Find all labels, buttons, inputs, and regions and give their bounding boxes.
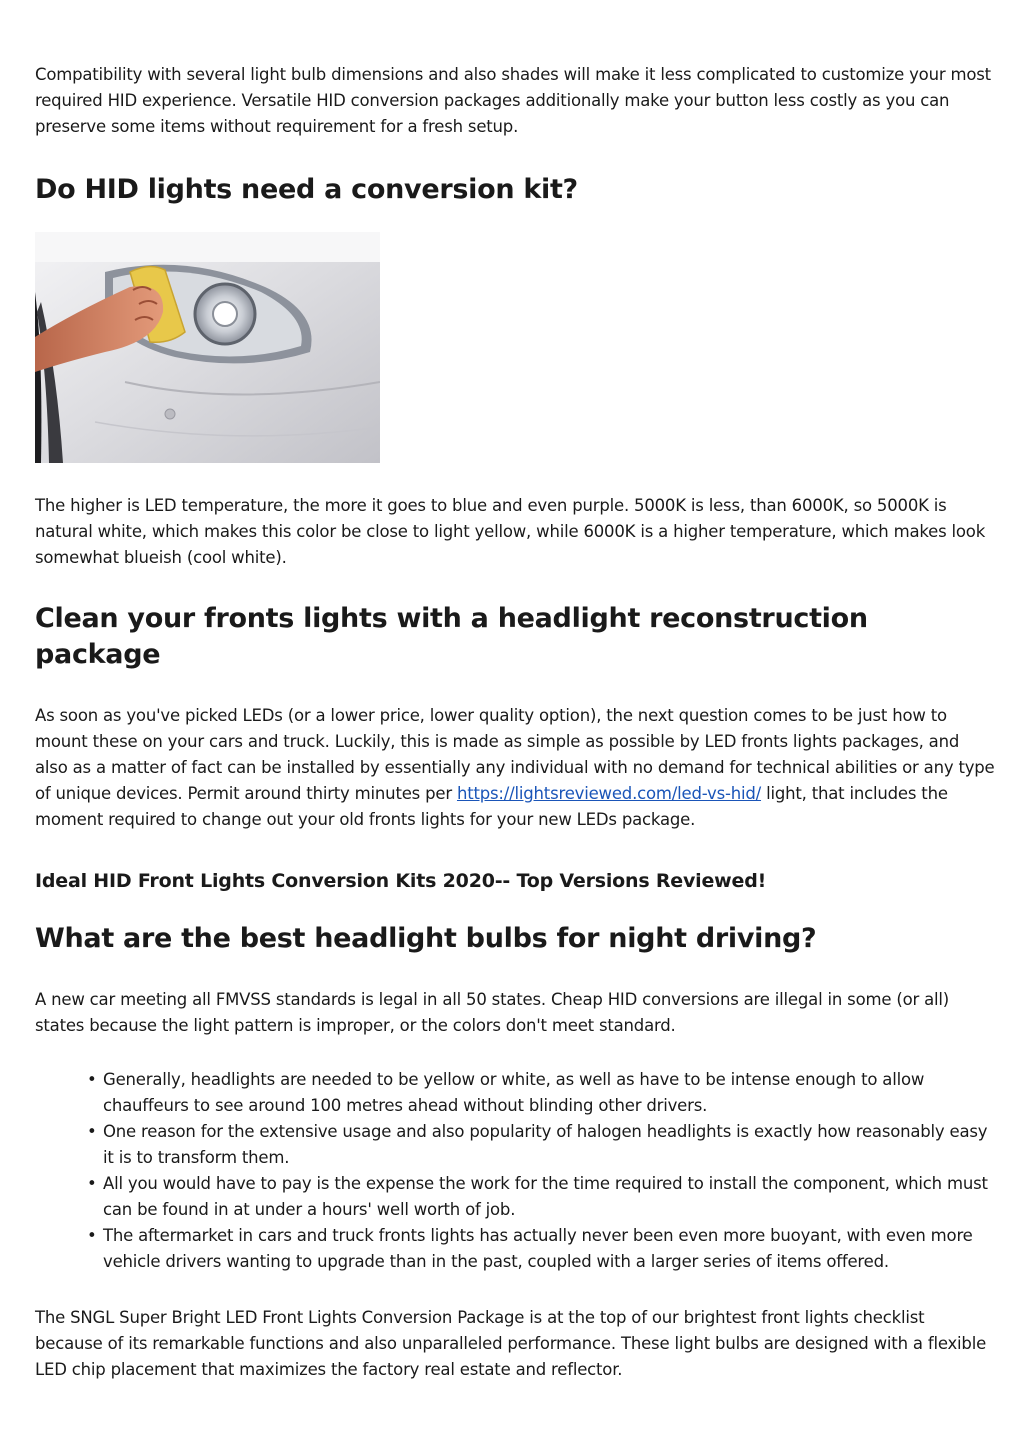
paragraph-led-temperature: The higher is LED temperature, the more it goes to blue and even purple. 5000K is less, than 6000K, so 5000K is natural white, which makes this color be close to light yellow, while 6000K is a higher temperature, which makes look somewhat blueish (cool white).	[35, 496, 986, 567]
list-item: • All you would have to pay is the expense the work for the time required to install the component, which must can be found in at under a hours' well worth of job.	[35, 1171, 995, 1223]
document-page	[35, 62, 995, 1383]
paragraph-installation	[35, 703, 995, 833]
list-item: • Generally, headlights are needed to be yellow or white, as well as have to be intense enough to allow chauffeurs to see around 100 metres ahead without blinding other drivers.	[35, 1067, 995, 1119]
intro-paragraph: Compatibility with several light bulb dimensions and also shades will make it less complicated to customize your most required HID experience. Versatile HID conversion packages additionally make your button less costly as you can preserve some items without requirement for a fresh setup.	[35, 65, 991, 136]
lightsreviewed-link[interactable]: https://lightsreviewed.com/led-vs-hid/	[456, 784, 762, 803]
car-headlight-image	[35, 232, 380, 463]
paragraph-sngl-package: The SNGL Super Bright LED Front Lights Conversion Package is at the top of our brightest front lights checklist because of its remarkable functions and also unparalleled performance. These light bulbs are designed with a flexible LED chip placement that maximizes the factory real estate and reflector.	[35, 1308, 987, 1379]
bullet-list	[35, 1067, 995, 1275]
list-item: • One reason for the extensive usage and also popularity of halogen headlights is exactly how reasonably easy it is to transform them.	[35, 1119, 995, 1171]
paragraph-installation-text-end: light, that includes the moment required to change out your old fronts lights for your new LEDs package.	[35, 784, 948, 829]
list-item: • The aftermarket in cars and truck fronts lights has actually never been even more buoyant, with even more vehicle drivers wanting to upgrade than in the past, coupled with a larger series of items offered.	[35, 1223, 995, 1275]
heading-best-headlight-bulbs: What are the best headlight bulbs for night driving?	[35, 923, 817, 954]
subheading-ideal-hid-kits: Ideal HID Front Lights Conversion Kits 2020-- Top Versions Reviewed!	[35, 870, 767, 892]
paragraph-fmvss-standards: A new car meeting all FMVSS standards is legal in all 50 states. Cheap HID conversions are illegal in some (or all) states because the light pattern is improper, or the colors don't meet standard.	[35, 990, 950, 1035]
headlight-cleaning-photo	[35, 232, 995, 463]
paragraph-installation-text-start: As soon as you've picked LEDs (or a lower price, lower quality option), the next question comes to be just how to mount these on your cars and truck. Luckily, this is made as simple as possible by LED fronts lights packages, and also as a matter of fact can be installed by essentially any individual with no demand for technical abilities or any type of unique devices. Permit around thirty minutes per	[35, 706, 995, 803]
heading-do-hid-lights: Do HID lights need a conversion kit?	[35, 174, 578, 205]
heading-clean-fronts-lights: Clean your fronts lights with a headlight reconstruction package	[35, 603, 868, 670]
